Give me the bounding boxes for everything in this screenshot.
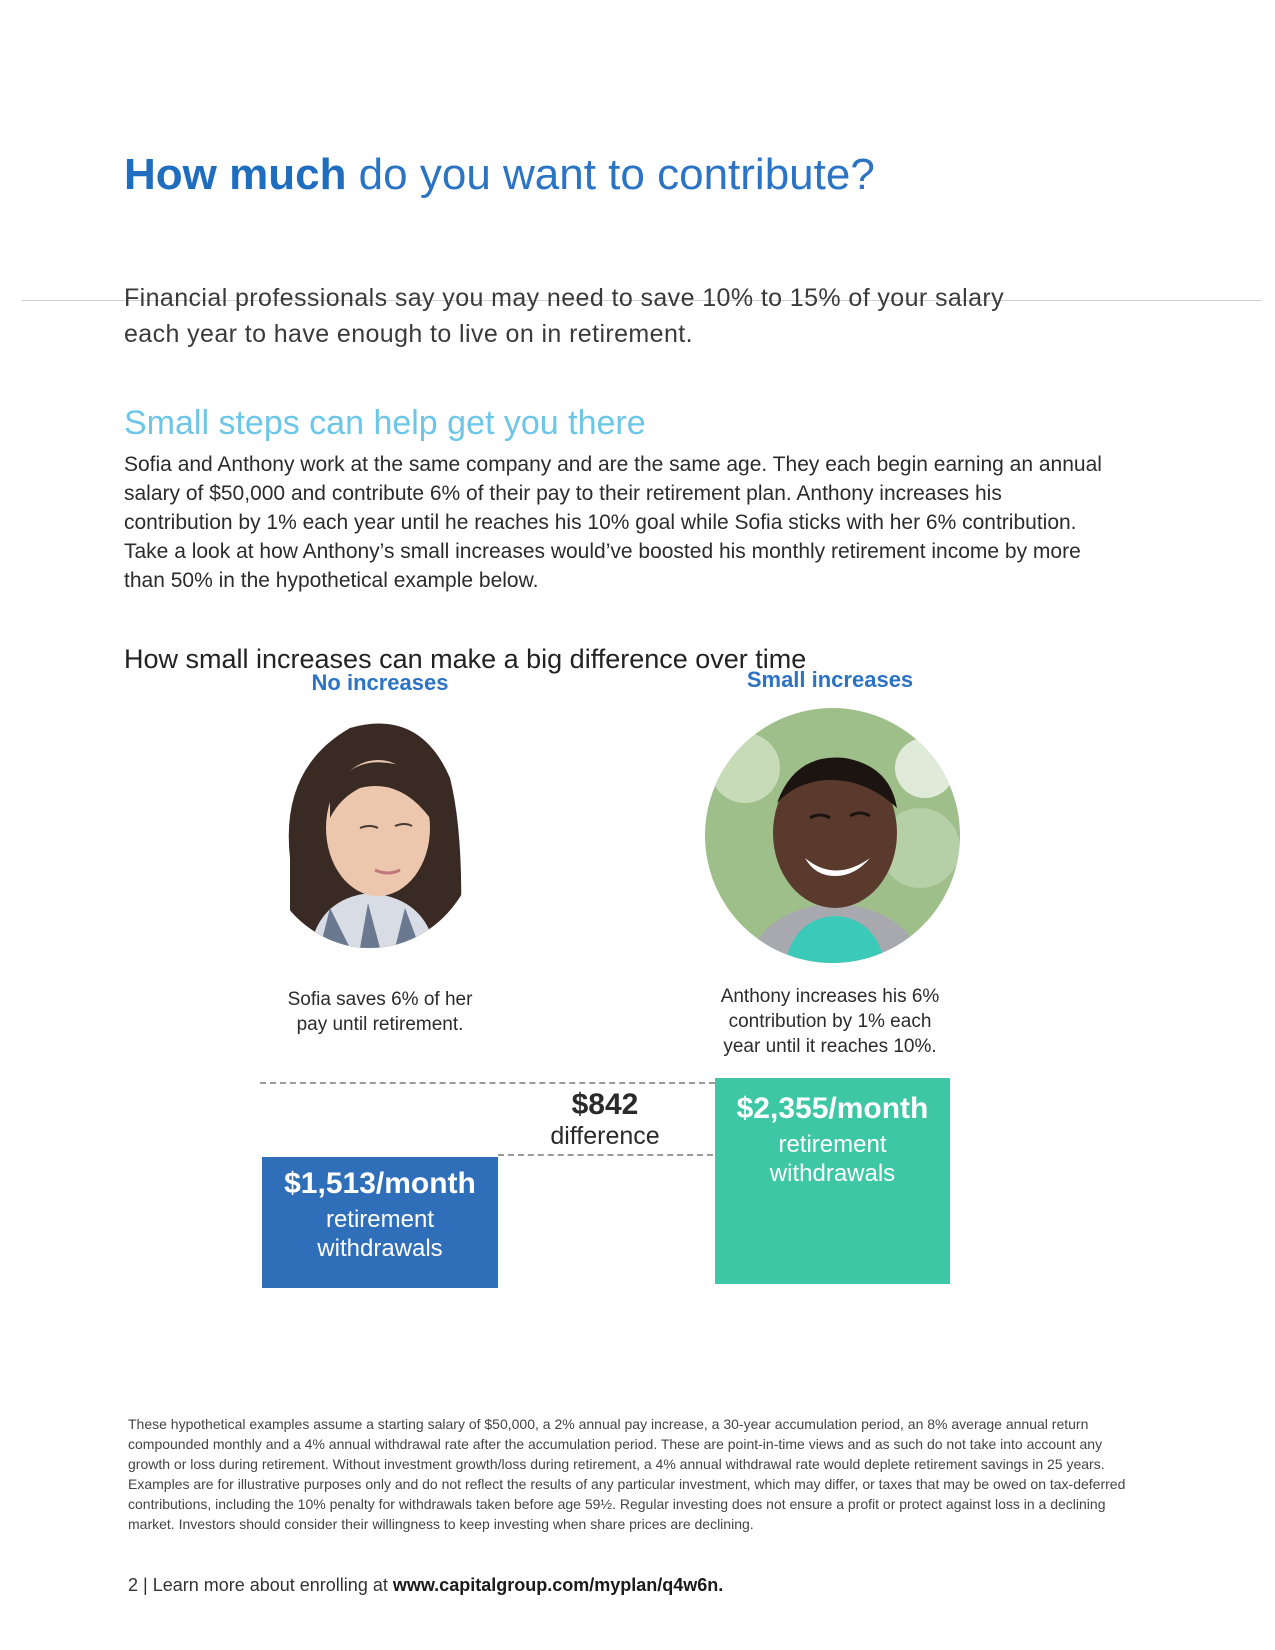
anthony-caption [690, 984, 970, 1059]
sofia-caption-line: pay until retirement. [296, 1014, 464, 1035]
difference-label: difference [550, 1122, 660, 1150]
page-title [124, 150, 875, 200]
sofia-caption-line: Sofia saves 6% of her [287, 989, 473, 1010]
comparison-title: How small increases can make a big difference over time [124, 644, 807, 674]
anthony-illustration-icon [705, 708, 960, 963]
sofia-withdrawal-bar [262, 1157, 498, 1288]
sofia-illustration-icon [260, 708, 480, 948]
bottom-dashed-line [498, 1154, 713, 1156]
anthony-caption-line: Anthony increases his 6% [720, 986, 940, 1007]
anthony-photo [705, 708, 960, 963]
difference-amount: $842 [571, 1088, 639, 1121]
sofia-withdrawal-amount: $1,513/month [284, 1167, 476, 1200]
disclaimer-footnote: These hypothetical examples assume a starting salary of $50,000, a 2% annual pay increase, a 30-year accumulation period, an 8% average annual return compounded monthly and a 4% annual withdrawal rate after the accumulation period. These are point-in-time views and as such do not take into account any growth or loss during retirement. Without investment growth/loss during retirement, a 4% annual withdrawal rate would deplete retirement savings in 25 years. Examples are for illustrative purposes only and do not reflect the results of any particular investment, which may differ, or taxes that may be owed on tax-deferred contributions, including the 10% penalty for withdrawals taken before age 59½. Regular investing does not ensure a profit or protect against loss in a declining market. Investors should consider their willingness to keep investing when share prices are declining. [128, 1416, 1126, 1532]
sofia-photo [260, 708, 480, 948]
sofia-withdrawal-desc: retirement [325, 1206, 435, 1233]
sofia-withdrawal-desc: withdrawals [317, 1235, 443, 1262]
page-footer-prefix: 2 | Learn more about enrolling at [128, 1575, 393, 1595]
anthony-withdrawal-desc: withdrawals [769, 1160, 896, 1187]
anthony-caption-line: contribution by 1% each [728, 1011, 932, 1032]
anthony-withdrawal-amount: $2,355/month [736, 1092, 929, 1125]
anthony-caption-line: year until it reaches 10%. [723, 1036, 937, 1057]
label-small-increases: Small increases [746, 667, 914, 692]
page-title-strong: How much [124, 150, 347, 199]
anthony-withdrawal-bar [715, 1078, 950, 1284]
section-subhead: Small steps can help get you there [124, 404, 646, 442]
page-title-rest: do you want to contribute? [346, 150, 875, 199]
page-footer-url[interactable]: www.capitalgroup.com/myplan/q4w6n [392, 1575, 719, 1595]
intro-text: Financial professionals say you may need to save 10% to 15% of your salary each year to have enough to live on in retirement. [124, 284, 1005, 348]
page-footer-suffix: . [718, 1575, 724, 1595]
anthony-withdrawal-desc: retirement [778, 1131, 887, 1158]
top-dashed-line [260, 1082, 715, 1084]
sofia-caption [250, 987, 510, 1037]
section-body: Sofia and Anthony work at the same company and are the same age. They each begin earning an annual salary of $50,000 and contribute 6% of their pay to their retirement plan. Anthony increases his contribution by 1% each year until he reaches his 10% goal while Sofia sticks with her 6% contribution. Take a look at how Anthony’s small increases would’ve boosted his monthly retirement income by more than 50% in the hypothetical example below. [124, 453, 1102, 592]
page-footer [128, 1575, 723, 1596]
label-no-increases: No increases [311, 670, 449, 695]
